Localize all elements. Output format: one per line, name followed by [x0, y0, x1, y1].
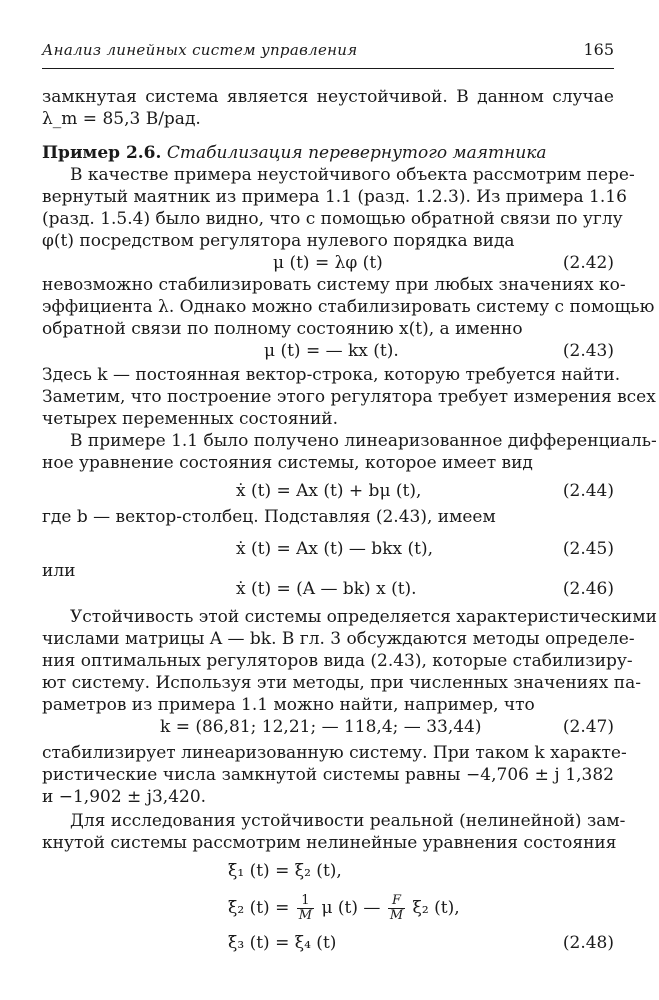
- fraction-numerator: 1: [297, 894, 314, 909]
- example-label: Пример 2.6.: [42, 143, 162, 163]
- text-line: Заметим, что построение этого регулятора требует измерения всех: [42, 387, 656, 407]
- text-line: ют систему. Используя эти методы, при численных значениях па-: [42, 673, 641, 693]
- text-line: φ(t) посредством регулятора нулевого порядка вида: [42, 231, 515, 251]
- fraction: [297, 894, 314, 923]
- page-header: [42, 40, 614, 69]
- equation-2-42: μ (t) = λφ (t): [273, 253, 383, 273]
- text-line: стабилизирует линеаризованную систему. При таком k характе-: [42, 743, 627, 763]
- text-line: λ_m = 85,3 В/рад.: [42, 109, 201, 129]
- example-title: Стабилизация перевернутого маятника: [166, 143, 547, 163]
- text-line: обратной связи по полному состоянию x(t), а именно: [42, 319, 523, 339]
- text-line: Устойчивость этой системы определяется характеристическими: [70, 607, 657, 627]
- text-line: замкнутая система является неустойчивой. В данном случае: [42, 87, 614, 107]
- fraction-numerator: F: [388, 894, 405, 909]
- equation-middle: μ (t) —: [321, 898, 381, 918]
- equation-rhs: ξ₂ (t),: [412, 898, 460, 918]
- equation-number: (2.42): [562, 253, 614, 273]
- fraction-denominator: M: [298, 908, 313, 923]
- text-line: ния оптимальных регуляторов вида (2.43), которые стабилизиру-: [42, 651, 633, 671]
- text-line: эффициента λ. Однако можно стабилизировать систему с помощью: [42, 297, 655, 317]
- text-line: или: [42, 561, 76, 581]
- equation-number: (2.44): [562, 481, 614, 501]
- text-line: В примере 1.1 было получено линеаризованное дифференциаль-: [70, 431, 657, 451]
- equation-2-46: ẋ (t) = (A — bk) x (t).: [236, 579, 417, 599]
- equation-2-48-line-2: [228, 894, 460, 923]
- equation-number: (2.48): [562, 933, 614, 953]
- text-line: (разд. 1.5.4) было видно, что с помощью обратной связи по углу: [42, 209, 623, 229]
- running-head: Анализ линейных систем управления: [42, 41, 358, 59]
- equation-2-48-line-3: ξ̇₃ (t) = ξ₄ (t): [228, 933, 337, 953]
- equation-2-45: ẋ (t) = Ax (t) — bkx (t),: [236, 539, 433, 559]
- example-heading: [42, 142, 547, 164]
- text-line: невозможно стабилизировать систему при любых значениях ко-: [42, 275, 626, 295]
- equation-2-47: k = (86,81; 12,21; — 118,4; — 33,44): [160, 717, 482, 737]
- text-line: Здесь k — постоянная вектор-строка, которую требуется найти.: [42, 365, 621, 385]
- text-line: раметров из примера 1.1 можно найти, например, что: [42, 695, 535, 715]
- text-line: где b — вектор-столбец. Подставляя (2.43), имеем: [42, 507, 496, 527]
- equation-2-48-line-1: ξ̇₁ (t) = ξ₂ (t),: [228, 861, 342, 881]
- text-line: вернутый маятник из примера 1.1 (разд. 1.2.3). Из примера 1.16: [42, 187, 627, 207]
- page-number: 165: [583, 40, 614, 59]
- equation-number: (2.43): [562, 341, 614, 361]
- text-line: четырех переменных состояний.: [42, 409, 339, 429]
- text-line: ное уравнение состояния системы, которое имеет вид: [42, 453, 533, 473]
- equation-number: (2.45): [562, 539, 614, 559]
- equation-lhs: ξ̇₂ (t) =: [228, 898, 290, 918]
- fraction-denominator: M: [389, 908, 404, 923]
- text-line: Для исследования устойчивости реальной (нелинейной) зам-: [70, 811, 626, 831]
- text-line: кнутой системы рассмотрим нелинейные уравнения состояния: [42, 833, 617, 853]
- equation-number: (2.47): [562, 717, 614, 737]
- text-line: числами матрицы A — bk. В гл. 3 обсуждаются методы определе-: [42, 629, 635, 649]
- text-line: и −1,902 ± j3,420.: [42, 787, 207, 807]
- text-line: В качестве примера неустойчивого объекта рассмотрим пере-: [70, 165, 635, 185]
- equation-2-44: ẋ (t) = Ax (t) + bμ (t),: [236, 481, 422, 501]
- equation-number: (2.46): [562, 579, 614, 599]
- text-line: ристические числа замкнутой системы равны −4,706 ± j 1,382: [42, 765, 614, 785]
- fraction: [388, 894, 405, 923]
- equation-2-43: μ (t) = — kx (t).: [264, 341, 399, 361]
